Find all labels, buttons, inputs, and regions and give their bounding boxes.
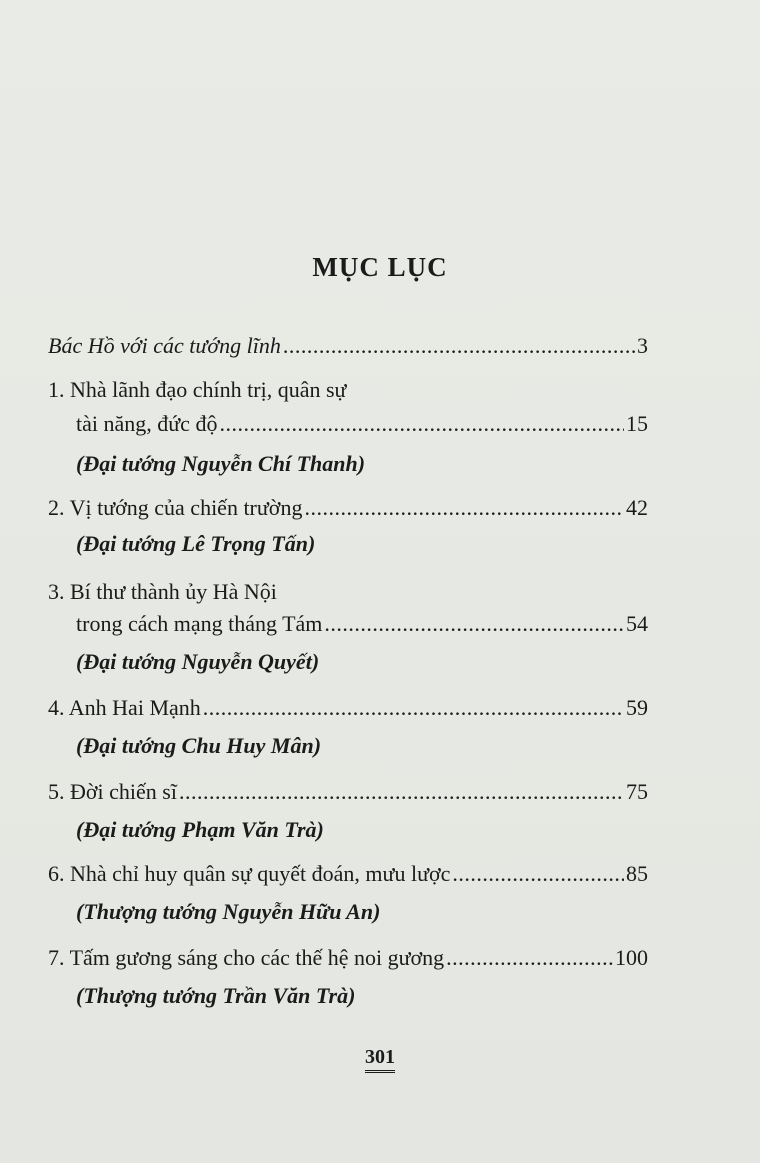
toc-entry-label: 4. Anh Hai Mạnh [48,695,201,720]
toc-entry-2-person: (Đại tướng Lê Trọng Tấn) [76,531,316,556]
toc-page-number: 59 [626,695,648,720]
toc-entry-label: trong cách mạng tháng Tám [76,611,323,636]
toc-page-number: 75 [626,779,648,804]
leader-dots [179,778,624,806]
toc-entry-6 [48,860,648,888]
toc-entry-1 [76,410,648,438]
leader-dots [283,332,635,360]
toc-entry-1-line1: 1. Nhà lãnh đạo chính trị, quân sự [48,377,347,402]
leader-dots [219,410,624,438]
toc-entry-intro [48,332,648,360]
toc-entry-label: 6. Nhà chỉ huy quân sự quyết đoán, mưu lược [48,861,451,886]
leader-dots [304,494,624,522]
toc-page-number: 85 [626,861,648,886]
toc-entry-5-person: (Đại tướng Phạm Văn Trà) [76,817,324,842]
toc-entry-7 [48,944,648,972]
toc-entry-3 [76,610,648,638]
toc-entry-7-person: (Thượng tướng Trần Văn Trà) [76,983,356,1008]
leader-dots [324,610,624,638]
folio-number: 301 [365,1046,395,1073]
leader-dots [203,694,624,722]
toc-page-number: 100 [615,945,648,970]
toc-entry-label: 5. Đời chiến sĩ [48,779,177,804]
toc-entry-5 [48,778,648,806]
toc-entry-label: 7. Tấm gương sáng cho các thế hệ noi gương [48,945,445,970]
toc-entry-4-person: (Đại tướng Chu Huy Mân) [76,733,322,758]
toc-entry-4 [48,694,648,722]
toc-page-number: 15 [626,411,648,436]
toc-entry-label: tài năng, đức độ [76,411,218,436]
toc-entry-1-person: (Đại tướng Nguyễn Chí Thanh) [76,451,366,476]
leader-dots [452,860,624,888]
toc-entry-6-person: (Thượng tướng Nguyễn Hữu An) [76,899,381,924]
leader-dots [446,944,613,972]
page-title: MỤC LỤC [312,252,448,282]
page-number-folio [0,1046,760,1073]
toc-page-number: 54 [626,611,648,636]
toc-entry-2 [48,494,648,522]
toc-entry-3-line1: 3. Bí thư thành ủy Hà Nội [48,579,277,604]
toc-entry-label: 2. Vị tướng của chiến trường [48,495,303,520]
toc-entry-label: Bác Hồ với các tướng lĩnh [48,333,281,358]
toc-page-number: 42 [626,495,648,520]
toc-page-number: 3 [637,333,648,358]
toc-entry-3-person: (Đại tướng Nguyễn Quyết) [76,649,320,674]
